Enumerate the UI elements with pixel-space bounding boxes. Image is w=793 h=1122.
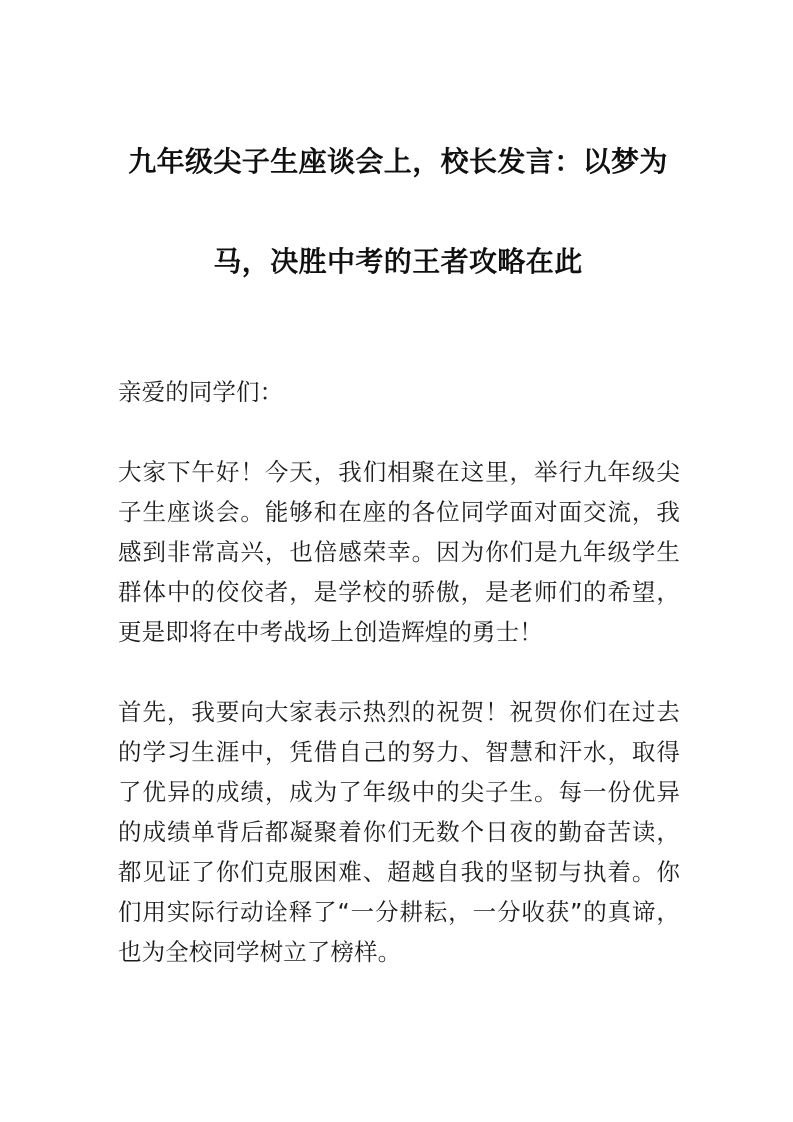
body-paragraph-1: 大家下午好！今天，我们相聚在这里，举行九年级尖子生座谈会。能够和在座的各位同学面对面交流，我感到非常高兴，也倍感荣幸。因为你们是九年级学生群体中的佼佼者，是学校的骄傲，是老师们的希望，更是即将在中考战场上创造辉煌的勇士！ xyxy=(118,458,680,646)
body-paragraph-2: 首先，我要向大家表示热烈的祝贺！祝贺你们在过去的学习生涯中，凭借自己的努力、智慧和汗水，取得了优异的成绩，成为了年级中的尖子生。每一份优异的成绩单背后都凝聚着你们无数个日夜的勤奋苦读，都见证了你们克服困难、超越自我的坚韧与执着。你们用实际行动诠释了“一分耕耘，一分收获”的真谛，也为全校同学树立了榜样。 xyxy=(118,698,680,966)
salutation-paragraph: 亲爱的同学们： xyxy=(118,378,284,406)
page-title: 九年级尖子生座谈会上，校长发言：以梦为马，决胜中考的王者攻略在此 xyxy=(128,145,668,278)
document-body xyxy=(118,372,680,972)
